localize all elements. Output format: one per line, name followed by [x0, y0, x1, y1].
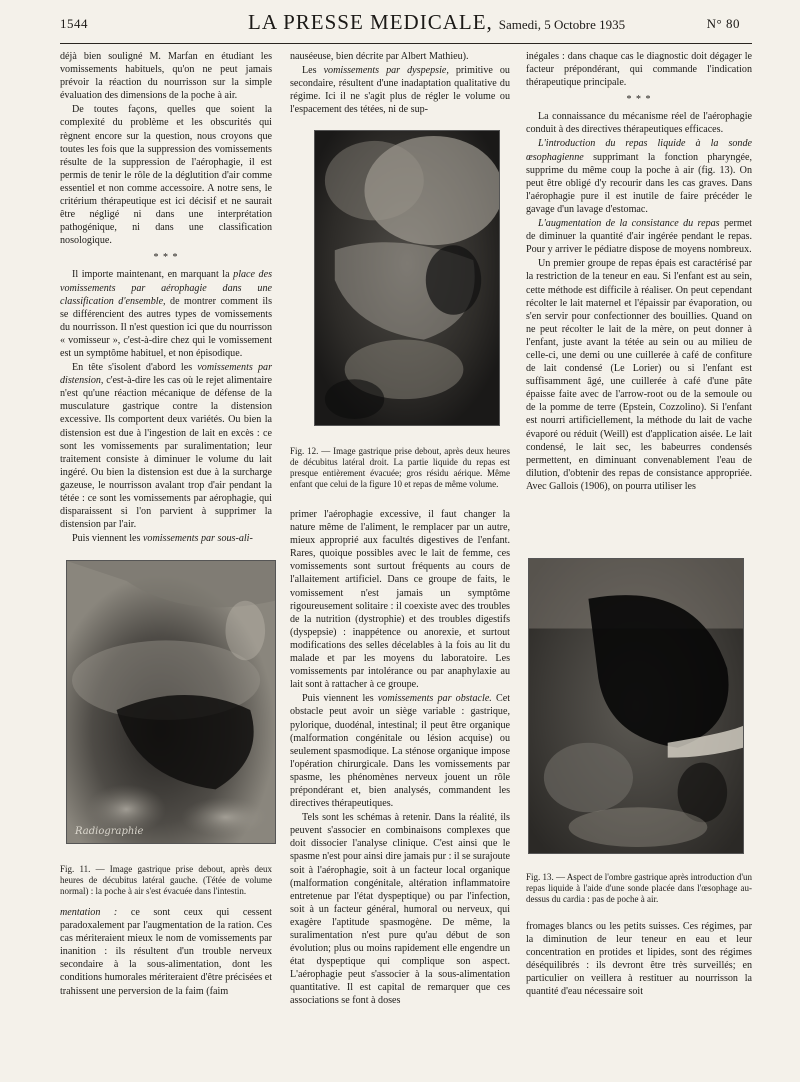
page-number: 1544	[60, 16, 88, 31]
section-separator: * * *	[153, 252, 179, 264]
header-rule	[60, 43, 752, 44]
paragraph: déjà bien souligné M. Marfan en étudiant les vomissements habituels, qu'on ne peut jamais prévoir la réaction du nourrisson sur la simple évaluation des dimensions de la poche à air.	[60, 51, 272, 102]
paragraph: inégales : dans chaque cas le diagnostic doit dégager le facteur prépondérant, qui commande l'indication thérapeutique principale.	[526, 51, 752, 89]
paragraph: En tête s'isolent d'abord les vomissements par distension, c'est-à-dire les cas où le rejet alimentaire n'est qu'une réaction mécanique de défense de la musculature gastrique contre la distension excessive. Ils comportent deux variétés. Ou bien la distension est due à l'ingestion de lait en excès : ce sont les vomissements par suralimentation; leur traitement consiste à diminuer le volume du lait ingéré. Ou bien la distension est due à la surcharge gazeuse, le nourrisson avalant trop d'air pendant la tétée : ce sont les vomissements par aérophagie, qui disparaissent si l'on parvient à supprimer la distension par l'air.	[60, 362, 272, 531]
paragraph: Puis viennent les vomissements par obstacle. Cet obstacle peut avoir un siège variable : gastrique, pylorique, duodénal, intestinal; il peut être organique (malformation congénitale ou lésion acquise) ou seulement spasmodique. La sténose organique impose l'opération chirurgicale. Dans les vomissements par spasme, les phénomènes nerveux jouent un rôle prépondérant et, bien analysés, commandent les directives thérapeutiques.	[290, 693, 510, 810]
figure-11-caption: Fig. 11. — Image gastrique prise debout, après deux heures de décubitus latéral gauche. (Tétée de volume normal) : la poche à air s'est évacuée dans l'intestin.	[60, 864, 272, 896]
journal-title-line	[248, 10, 626, 35]
journal-name: LA PRESSE MEDICALE,	[248, 10, 493, 34]
section-separator: * * *	[626, 94, 652, 106]
figure-11-radiograph	[66, 560, 276, 844]
paragraph: fromages blancs ou les petits suisses. Ces régimes, par la diminution de leur teneur en eau et leur concentration en protides et lipides, sont des régimes déséquilibrés : ils devront être très surveillés; en particulier on veillera à restituer au nourrisson la quantité d'eau nécessaire soit	[526, 921, 752, 998]
column-3-bottom	[526, 920, 752, 1000]
figure-12-radiograph	[314, 130, 500, 426]
column-1-top	[60, 50, 272, 546]
paragraph: Puis viennent les vomissements par sous-ali-	[72, 533, 253, 545]
figure-13-caption: Fig. 13. — Aspect de l'ombre gastrique après introduction d'un repas liquide à l'aide d'une sonde placée dans l'œsophage au-dessus du cardia : pas de poche à air.	[526, 872, 752, 904]
paragraph: Un premier groupe de repas épais est caractérisé par la restriction de la teneur en eau. Si l'enfant est au sein, cette méthode est difficile à réaliser. On peut cependant récolter le lait maternel et l'épaissir par évaporation, ou s'en servir pour confectionner des bouillies. Quand on ne peut récolter le lait de la mère, on peut donner à l'enfant, juste avant la tétée au sein ou au milieu de celle-ci, une demi ou une cuillerée à café de confiture de lait condensé (Le Lorier) ou si l'enfant est suffisamment âgé, une cuillerée à café d'une pâte épaisse faite avec de l'arrow-root ou de la semoule ou de la pomme de terre (Epstein, Cozzolino). Si l'enfant est nourri artificiellement, la méthode du lait de vache évaporé ou réduit (Weill) est d'application aisée. Le lait condensé, le lait sec, les babeurres condensés permettent, en diminuant convenablement l'eau de dilution, d'obtenir des repas de consistance appropriée. Avec Gallois (1906), on pourra utiliser les	[526, 258, 752, 492]
column-3-top	[526, 50, 752, 494]
column-2-top	[290, 50, 510, 117]
paragraph: La connaissance du mécanisme réel de l'aérophagie conduit à des directives thérapeutiques efficaces.	[526, 111, 752, 136]
paragraph: mentation : ce sont ceux qui cessent paradoxalement par l'augmentation de la ration. Ces cas mériteraient mieux le nom de vomissements par inanition : ils résultent d'un trouble nerveux secondaire à la sous-alimentation, dont les conditions humorales mériteraient d'être précisées et trahissent une perversion de la faim (faim	[60, 907, 272, 997]
paragraph: primer l'aérophagie excessive, il faut changer la nature même de l'aliment, le remplacer par un autre, mieux approprié aux facultés digestives de l'enfant. Rares, quoique possibles avec le lait de femme, ces vomissements sont surtout fréquents au cours de l'allaitement artificiel. Dans ce groupe de faits, le vomissement n'est jamais un symptôme rigoureusement solitaire : il coexiste avec des troubles de la nutrition (dystrophie) et des troubles digestifs (dyspepsie) : inappétence ou anorexie, et surtout modifications des selles décelables à la fois au lit du malade et par les moyens du laboratoire. Les vomissements par intolérance ou par anaphylaxie au lait sont à rattacher à ce groupe.	[290, 509, 510, 691]
column-2-bottom	[290, 508, 510, 1009]
paragraph: Les vomissements par dyspepsie, primitive ou secondaire, résultent d'une inadaptation qualitative du régime. Ici il ne s'agit plus de régler le volume ou l'espacement des tétées, ni de sup-	[290, 65, 510, 116]
figure-13-radiograph	[528, 558, 744, 854]
paragraph: Il importe maintenant, en marquant la place des vomissements par aérophagie dans une classification d'ensemble, de montrer comment ils se différencient des autres types de vomissements du nourrisson. Il n'est question ici que du nourrisson « vomisseur », c'est-à-dire chez qui le vomissement est un symptôme habituel, et non épisodique.	[60, 269, 272, 359]
paragraph: De toutes façons, quelles que soient la complexité du problème et les obscurités qui règnent encore sur la question, nous croyons que toutes les fois que la suppression des vomissements résulte de la suppression de l'aérophagie, il est permis de tenir le rôle de la déglutition d'air comme essentiel et non comme accessoire. A notre sens, le critérium thérapeutique est ici décisif et ne saurait être négligé ni dans une interprétation pathogénique, ni dans une classification nosologique.	[60, 104, 272, 247]
radiograph-signature: Radiographie	[75, 826, 144, 837]
paragraph: L'augmentation de la consistance du repas permet de diminuer la quantité d'air ingérée pendant le repas. Pour y arriver le pédiatre dispose de moyens nombreux.	[526, 218, 752, 256]
paragraph: Tels sont les schémas à retenir. Dans la réalité, ils peuvent s'associer en combinaisons complexes que doit dissocier l'analyse clinique. C'est ainsi que le spasme n'est pour ainsi dire jamais pur : il se surajoute soit à l'aérophagie, soit à un facteur local organique (malformation congénitale, altération inflammatoire entretenue par l'état dyspeptique) ou par l'infection, soit à un facteur général, humoral ou nerveux, qui exagère l'aptitude spasmogène. De même, la suralimentation n'est pure qu'au début de son évolution; plus ou moins rapidement elle engendre un état dyspeptique qui complique son aspect. L'aérophagie peut s'associer à la sous-alimentation quantitative. Il est capital de remarquer que ces associations se font à doses	[290, 812, 510, 1007]
figure-12-caption: Fig. 12. — Image gastrique prise debout, après deux heures de décubitus latéral droit. La partie liquide du repas est presque entièrement évacuée; gros résidu aérique. Même enfant que celui de la figure 10 et repas de même volume.	[290, 446, 510, 489]
paragraph: L'introduction du repas liquide à la sonde œsophagienne supprimant la fonction pharyngée, supprime du même coup la poche à air (fig. 13). On peut être obligé d'y recourir dans les cas graves. Dans l'aérophagie pure il est inutile de faire précéder le gavage d'un lavage d'estomac.	[526, 138, 752, 215]
issue-number: N° 80	[706, 16, 740, 31]
issue-date: Samedi, 5 Octobre 1935	[498, 17, 626, 32]
column-1-bottom	[60, 906, 272, 999]
page-header	[60, 10, 740, 40]
paragraph: nauséeuse, bien décrite par Albert Mathieu).	[290, 51, 469, 62]
